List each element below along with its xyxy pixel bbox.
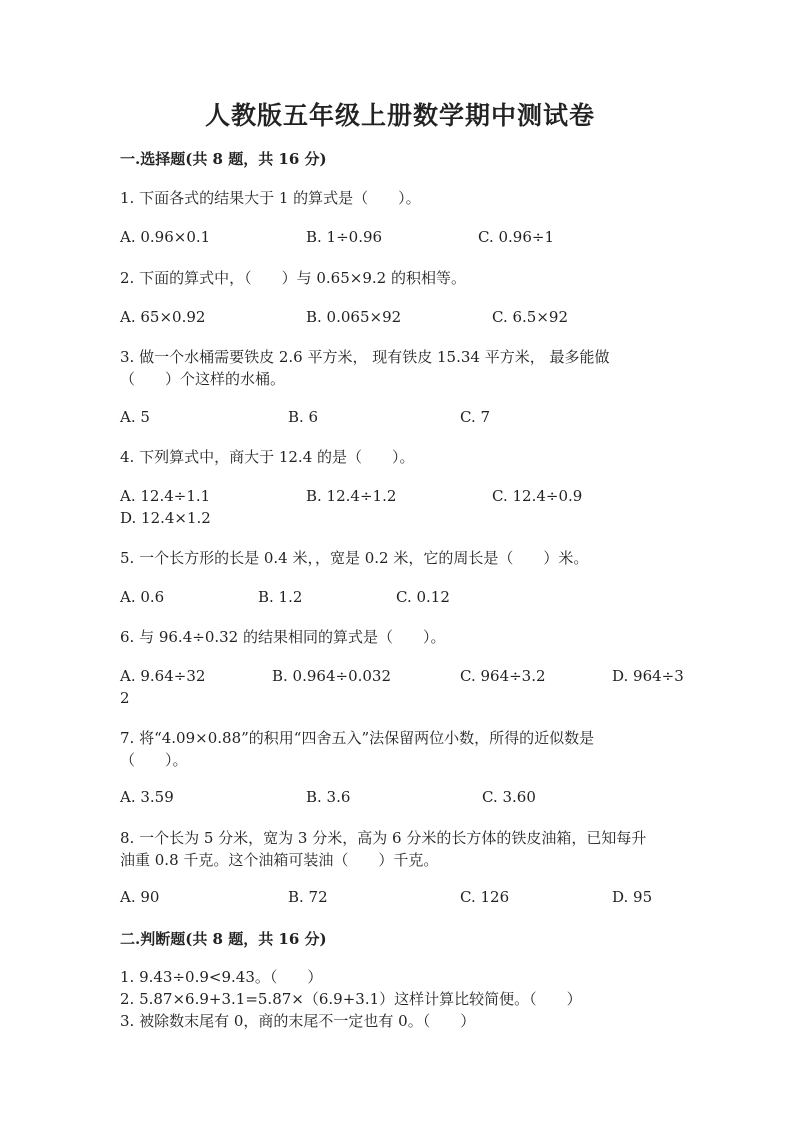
q5-option-c: C. 0.12 (396, 588, 450, 606)
question-3-line-2: （ ）个这样的水桶。 (120, 370, 286, 388)
q7-option-b: B. 3.6 (306, 788, 351, 806)
q2-option-a: A. 65×0.92 (120, 308, 206, 326)
q5-option-a: A. 0.6 (120, 588, 165, 606)
q3-option-b: B. 6 (288, 408, 319, 426)
question-4: 4. 下列算式中，商大于 12.4 的是（ ）。 (120, 448, 415, 466)
q6-option-a: A. 9.64÷32 (120, 667, 206, 685)
question-1: 1. 下面各式的结果大于 1 的算式是（ ）。 (120, 189, 421, 207)
q4-option-b: B. 12.4÷1.2 (306, 487, 397, 505)
question-8-line-2: 油重 0.8 千克。这个油箱可装油（ ）千克。 (120, 851, 439, 869)
judge-question-1: 1. 9.43÷0.9<9.43。（ ） (120, 968, 323, 986)
judge-question-2: 2. 5.87×6.9+3.1=5.87×（6.9+3.1）这样计算比较简便。（ ） (120, 990, 582, 1008)
question-2: 2. 下面的算式中，（ ）与 0.65×9.2 的积相等。 (120, 269, 466, 287)
q8-option-c: C. 126 (460, 888, 510, 906)
q1-option-c: C. 0.96÷1 (478, 228, 554, 246)
q8-option-a: A. 90 (120, 888, 160, 906)
q6-option-d: D. 964÷3 (612, 667, 684, 685)
question-6: 6. 与 96.4÷0.32 的结果相同的算式是（ ）。 (120, 628, 446, 646)
q4-option-a: A. 12.4÷1.1 (120, 487, 211, 505)
q2-option-c: C. 6.5×92 (492, 308, 568, 326)
q7-option-c: C. 3.60 (482, 788, 536, 806)
question-3-line-1: 3. 做一个水桶需要铁皮 2.6 平方米， 现有铁皮 15.34 平方米， 最多能做 (120, 348, 610, 366)
page-title: 人教版五年级上册数学期中测试卷 (204, 101, 595, 130)
q1-option-a: A. 0.96×0.1 (120, 228, 211, 246)
q6-option-d-wrap: 2 (120, 689, 130, 707)
question-8-line-1: 8. 一个长为 5 分米，宽为 3 分米，高为 6 分米的长方体的铁皮油箱，已知每升 (120, 829, 647, 847)
q7-option-a: A. 3.59 (120, 788, 174, 806)
q4-option-c: C. 12.4÷0.9 (492, 487, 583, 505)
q4-option-d: D. 12.4×1.2 (120, 509, 211, 527)
q5-option-b: B. 1.2 (258, 588, 303, 606)
q2-option-b: B. 0.065×92 (306, 308, 402, 326)
question-7-line-2: （ ）。 (120, 751, 188, 769)
question-7-line-1: 7. 将“4.09×0.88”的积用“四舍五入”法保留两位小数，所得的近似数是 (120, 729, 595, 747)
section-heading-judge: 二.判断题(共 8 题，共 16 分) (120, 930, 327, 948)
question-5: 5. 一个长方形的长是 0.4 米，，宽是 0.2 米，它的周长是（ ）米。 (120, 549, 589, 567)
q8-option-d: D. 95 (612, 888, 653, 906)
section-heading-choice: 一.选择题(共 8 题，共 16 分) (120, 150, 327, 168)
q8-option-b: B. 72 (288, 888, 328, 906)
q1-option-b: B. 1÷0.96 (306, 228, 383, 246)
q6-option-b: B. 0.964÷0.032 (272, 667, 392, 685)
q6-option-c: C. 964÷3.2 (460, 667, 546, 685)
q3-option-a: A. 5 (120, 408, 150, 426)
judge-question-3: 3. 被除数末尾有 0，商的末尾不一定也有 0。（ ） (120, 1012, 476, 1030)
q3-option-c: C. 7 (460, 408, 491, 426)
